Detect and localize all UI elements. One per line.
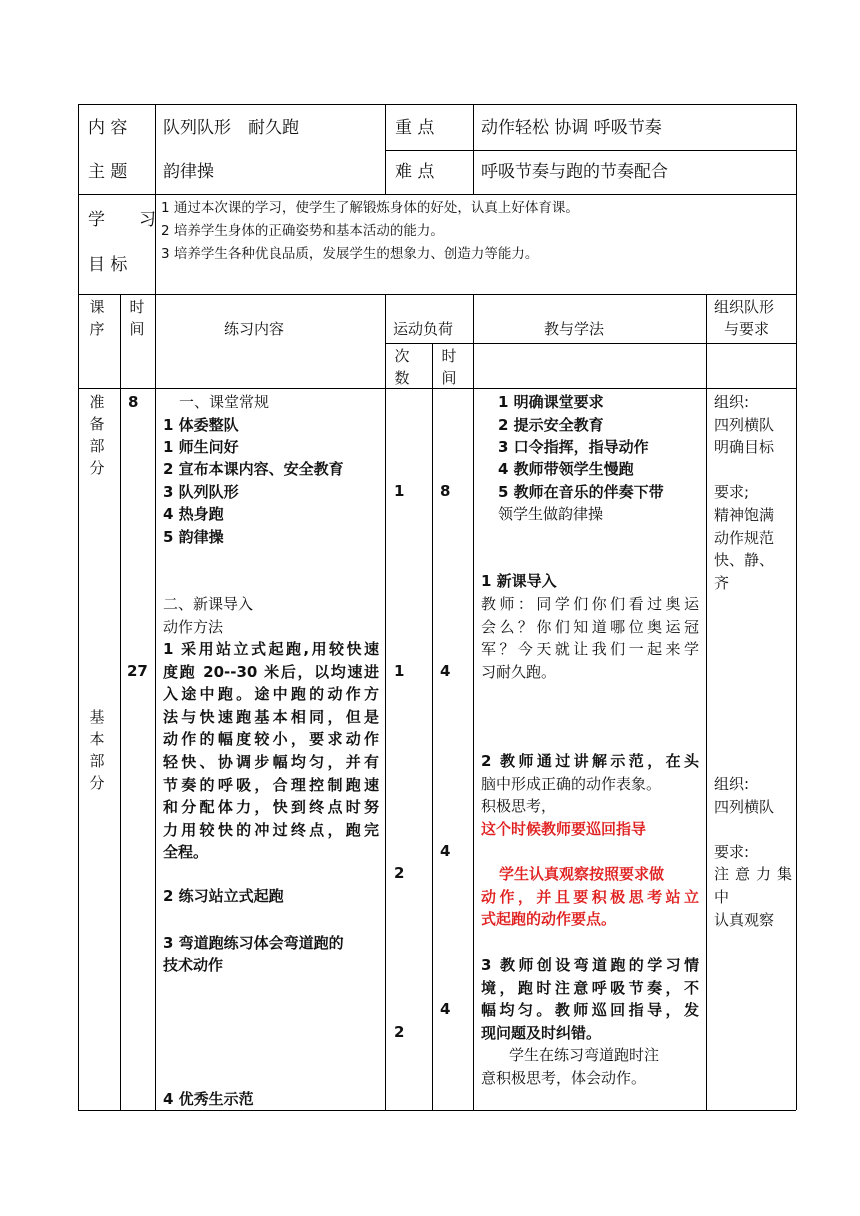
method-line-highlight: 这个时候教师要巡回指导 <box>481 819 647 838</box>
content-label: 内 容 <box>88 118 128 138</box>
method-line: 现问题及时纠错。 <box>481 1023 602 1042</box>
method-line: 习耐久跑。 <box>481 662 557 681</box>
col-divider <box>385 104 386 194</box>
method-line: 领学生做韵律操 <box>498 505 604 523</box>
col-divider <box>120 294 121 1110</box>
load-duration: 8 <box>440 482 451 500</box>
topic-value: 韵律操 <box>163 162 214 182</box>
method-line: 2 教师通过讲解示范，在头 <box>481 752 699 770</box>
content-paragraph <box>163 638 379 864</box>
row-divider <box>385 150 796 151</box>
method-line: 脑中形成正确的动作表象。 <box>481 774 662 793</box>
method-line: 幅均匀。教师巡回指导，发 <box>481 1001 699 1020</box>
load-duration: 4 <box>440 662 451 680</box>
row-divider <box>78 194 796 195</box>
method-line: 境，跑时注意呼吸节奏，不 <box>481 978 699 997</box>
method-line: 会么？你们知道哪位奥运冠 <box>481 617 699 636</box>
content-line: 和分配体力，快到终点时努 <box>163 798 379 817</box>
org-line: 四列横队 <box>714 797 775 816</box>
col-divider <box>155 104 156 1110</box>
col-divider <box>385 294 386 1110</box>
table-border-top <box>78 104 796 105</box>
content-line: 动作的幅度较小，要求动作 <box>163 730 379 749</box>
content-line: 全程。 <box>163 843 209 862</box>
col-header-duration: 时间 <box>441 347 457 387</box>
table-border-bottom <box>78 1110 796 1111</box>
org-line: 要求; <box>714 483 750 502</box>
org-line: 齐 <box>714 573 730 592</box>
goal-item: 2 培养学生身体的正确姿势和基本活动的能力。 <box>161 223 444 239</box>
col-header-load: 运动负荷 <box>393 320 454 338</box>
goal-label-line2: 目 标 <box>88 255 128 275</box>
table-border-left <box>78 104 79 1110</box>
part-prepare-label: 准备部分 <box>89 393 105 477</box>
content-line: 法与快速跑基本相同，但是 <box>163 707 379 726</box>
load-count: 2 <box>394 864 405 882</box>
topic-label: 主 题 <box>88 162 128 182</box>
row-divider <box>78 388 796 389</box>
content-line: 度跑 20--30 米后，以均速进 <box>163 662 379 681</box>
load-count: 1 <box>394 662 405 680</box>
col-header-count: 次数 <box>394 347 410 387</box>
content-line: 入途中跑。途中跑的动作方 <box>163 685 379 704</box>
load-count: 1 <box>394 482 405 500</box>
key-point-value: 动作轻松 协调 呼吸节奏 <box>481 118 662 138</box>
method-line-highlight: 动作，并且要积极思考站立 <box>481 887 699 906</box>
time-prepare: 8 <box>128 393 139 411</box>
method-paragraph <box>481 593 699 683</box>
col-divider <box>432 343 433 1110</box>
content-line: 4 优秀生示范 <box>163 1090 254 1108</box>
content-line: 力用较快的冲过终点，跑完 <box>163 820 379 839</box>
method-line: 3 口令指挥，指导动作 <box>498 438 649 456</box>
difficulty-label: 难 点 <box>395 162 435 182</box>
content-line: 一、课堂常规 <box>164 393 270 411</box>
content-line: 2 宣布本课内容、安全教育 <box>163 460 344 478</box>
content-line: 5 韵律操 <box>163 528 224 546</box>
org-line: 组织: <box>714 393 750 411</box>
content-value: 队列队形 耐久跑 <box>163 118 299 138</box>
table-border-right <box>796 104 797 1110</box>
content-line: 1 采用站立式起跑,用较快速 <box>163 640 379 658</box>
org-line: 要求: <box>714 842 750 861</box>
col-header-org: 组织队形 <box>714 298 775 316</box>
col-header-org-2: 与要求 <box>724 320 770 338</box>
row-divider <box>385 343 796 344</box>
org-line: 组织: <box>714 775 750 793</box>
org-line: 注意力集 <box>714 865 792 884</box>
content-line: 2 练习站立式起跑 <box>163 887 284 905</box>
method-line: 1 新课导入 <box>481 572 557 590</box>
method-line: 军？今天就让我们一起来学 <box>481 640 699 659</box>
method-paragraph <box>481 954 699 1044</box>
time-basic: 27 <box>127 662 148 680</box>
org-line: 四列横队 <box>714 415 775 434</box>
part-basic-label: 基本部分 <box>89 708 105 792</box>
goal-item: 3 培养学生各种优良品质，发展学生的想象力、创造力等能力。 <box>161 246 539 262</box>
method-line: 积极思考， <box>481 797 557 816</box>
org-block <box>714 391 792 594</box>
org-line: 动作规范 <box>714 528 775 547</box>
method-paragraph <box>481 1044 699 1089</box>
content-line: 4 热身跑 <box>163 505 224 523</box>
method-line: 学生在练习弯道跑时注 <box>509 1046 660 1064</box>
method-paragraph-highlight <box>481 863 699 931</box>
content-line: 3 队列队形 <box>163 483 239 501</box>
method-line: 4 教师带领学生慢跑 <box>498 460 634 478</box>
col-header-order: 课序 <box>89 298 105 338</box>
content-line: 节奏的呼吸，合理控制跑速 <box>163 775 379 794</box>
col-header-time: 时间 <box>129 298 145 338</box>
org-line: 中 <box>714 887 730 906</box>
method-line-highlight: 学生认真观察按照要求做 <box>499 865 665 883</box>
method-line: 3 教师创设弯道跑的学习情 <box>481 956 699 974</box>
method-line: 5 教师在音乐的伴奏下带 <box>498 483 664 501</box>
goal-item: 1 通过本次课的学习，使学生了解锻炼身体的好处，认真上好体育课。 <box>161 200 579 216</box>
org-line: 精神饱满 <box>714 505 775 524</box>
col-header-content: 练习内容 <box>224 320 285 338</box>
col-divider <box>706 294 707 1110</box>
content-line: 技术动作 <box>163 956 224 974</box>
goal-label-line1: 学 习 <box>88 210 156 230</box>
method-line: 教师：同学们你们看过奥运 <box>481 595 699 613</box>
content-line: 1 体委整队 <box>163 416 239 434</box>
load-duration: 4 <box>440 1000 451 1018</box>
col-divider <box>473 104 474 194</box>
difficulty-value: 呼吸节奏与跑的节奏配合 <box>481 162 668 182</box>
content-line: 1 师生问好 <box>163 438 239 456</box>
method-line: 意积极思考，体会动作。 <box>481 1068 647 1087</box>
method-line: 1 明确课堂要求 <box>498 393 604 411</box>
method-line: 2 提示安全教育 <box>498 416 604 434</box>
col-divider <box>473 294 474 1110</box>
row-divider <box>78 294 796 295</box>
key-point-label: 重 点 <box>395 118 435 138</box>
content-line: 轻快、协调步幅均匀，并有 <box>163 752 379 771</box>
content-line: 动作方法 <box>163 618 224 636</box>
load-duration: 4 <box>440 842 451 860</box>
org-line: 认真观察 <box>714 910 775 929</box>
col-header-method: 教与学法 <box>544 320 605 338</box>
method-line-highlight: 式起跑的动作要点。 <box>481 910 617 929</box>
content-line: 3 弯道跑练习体会弯道跑的 <box>163 934 344 952</box>
content-line: 二、新课导入 <box>163 595 254 613</box>
load-count: 2 <box>394 1023 405 1041</box>
org-line: 明确目标 <box>714 438 775 457</box>
org-block <box>714 773 792 931</box>
method-paragraph <box>481 750 699 840</box>
org-line: 快、静、 <box>714 551 775 570</box>
